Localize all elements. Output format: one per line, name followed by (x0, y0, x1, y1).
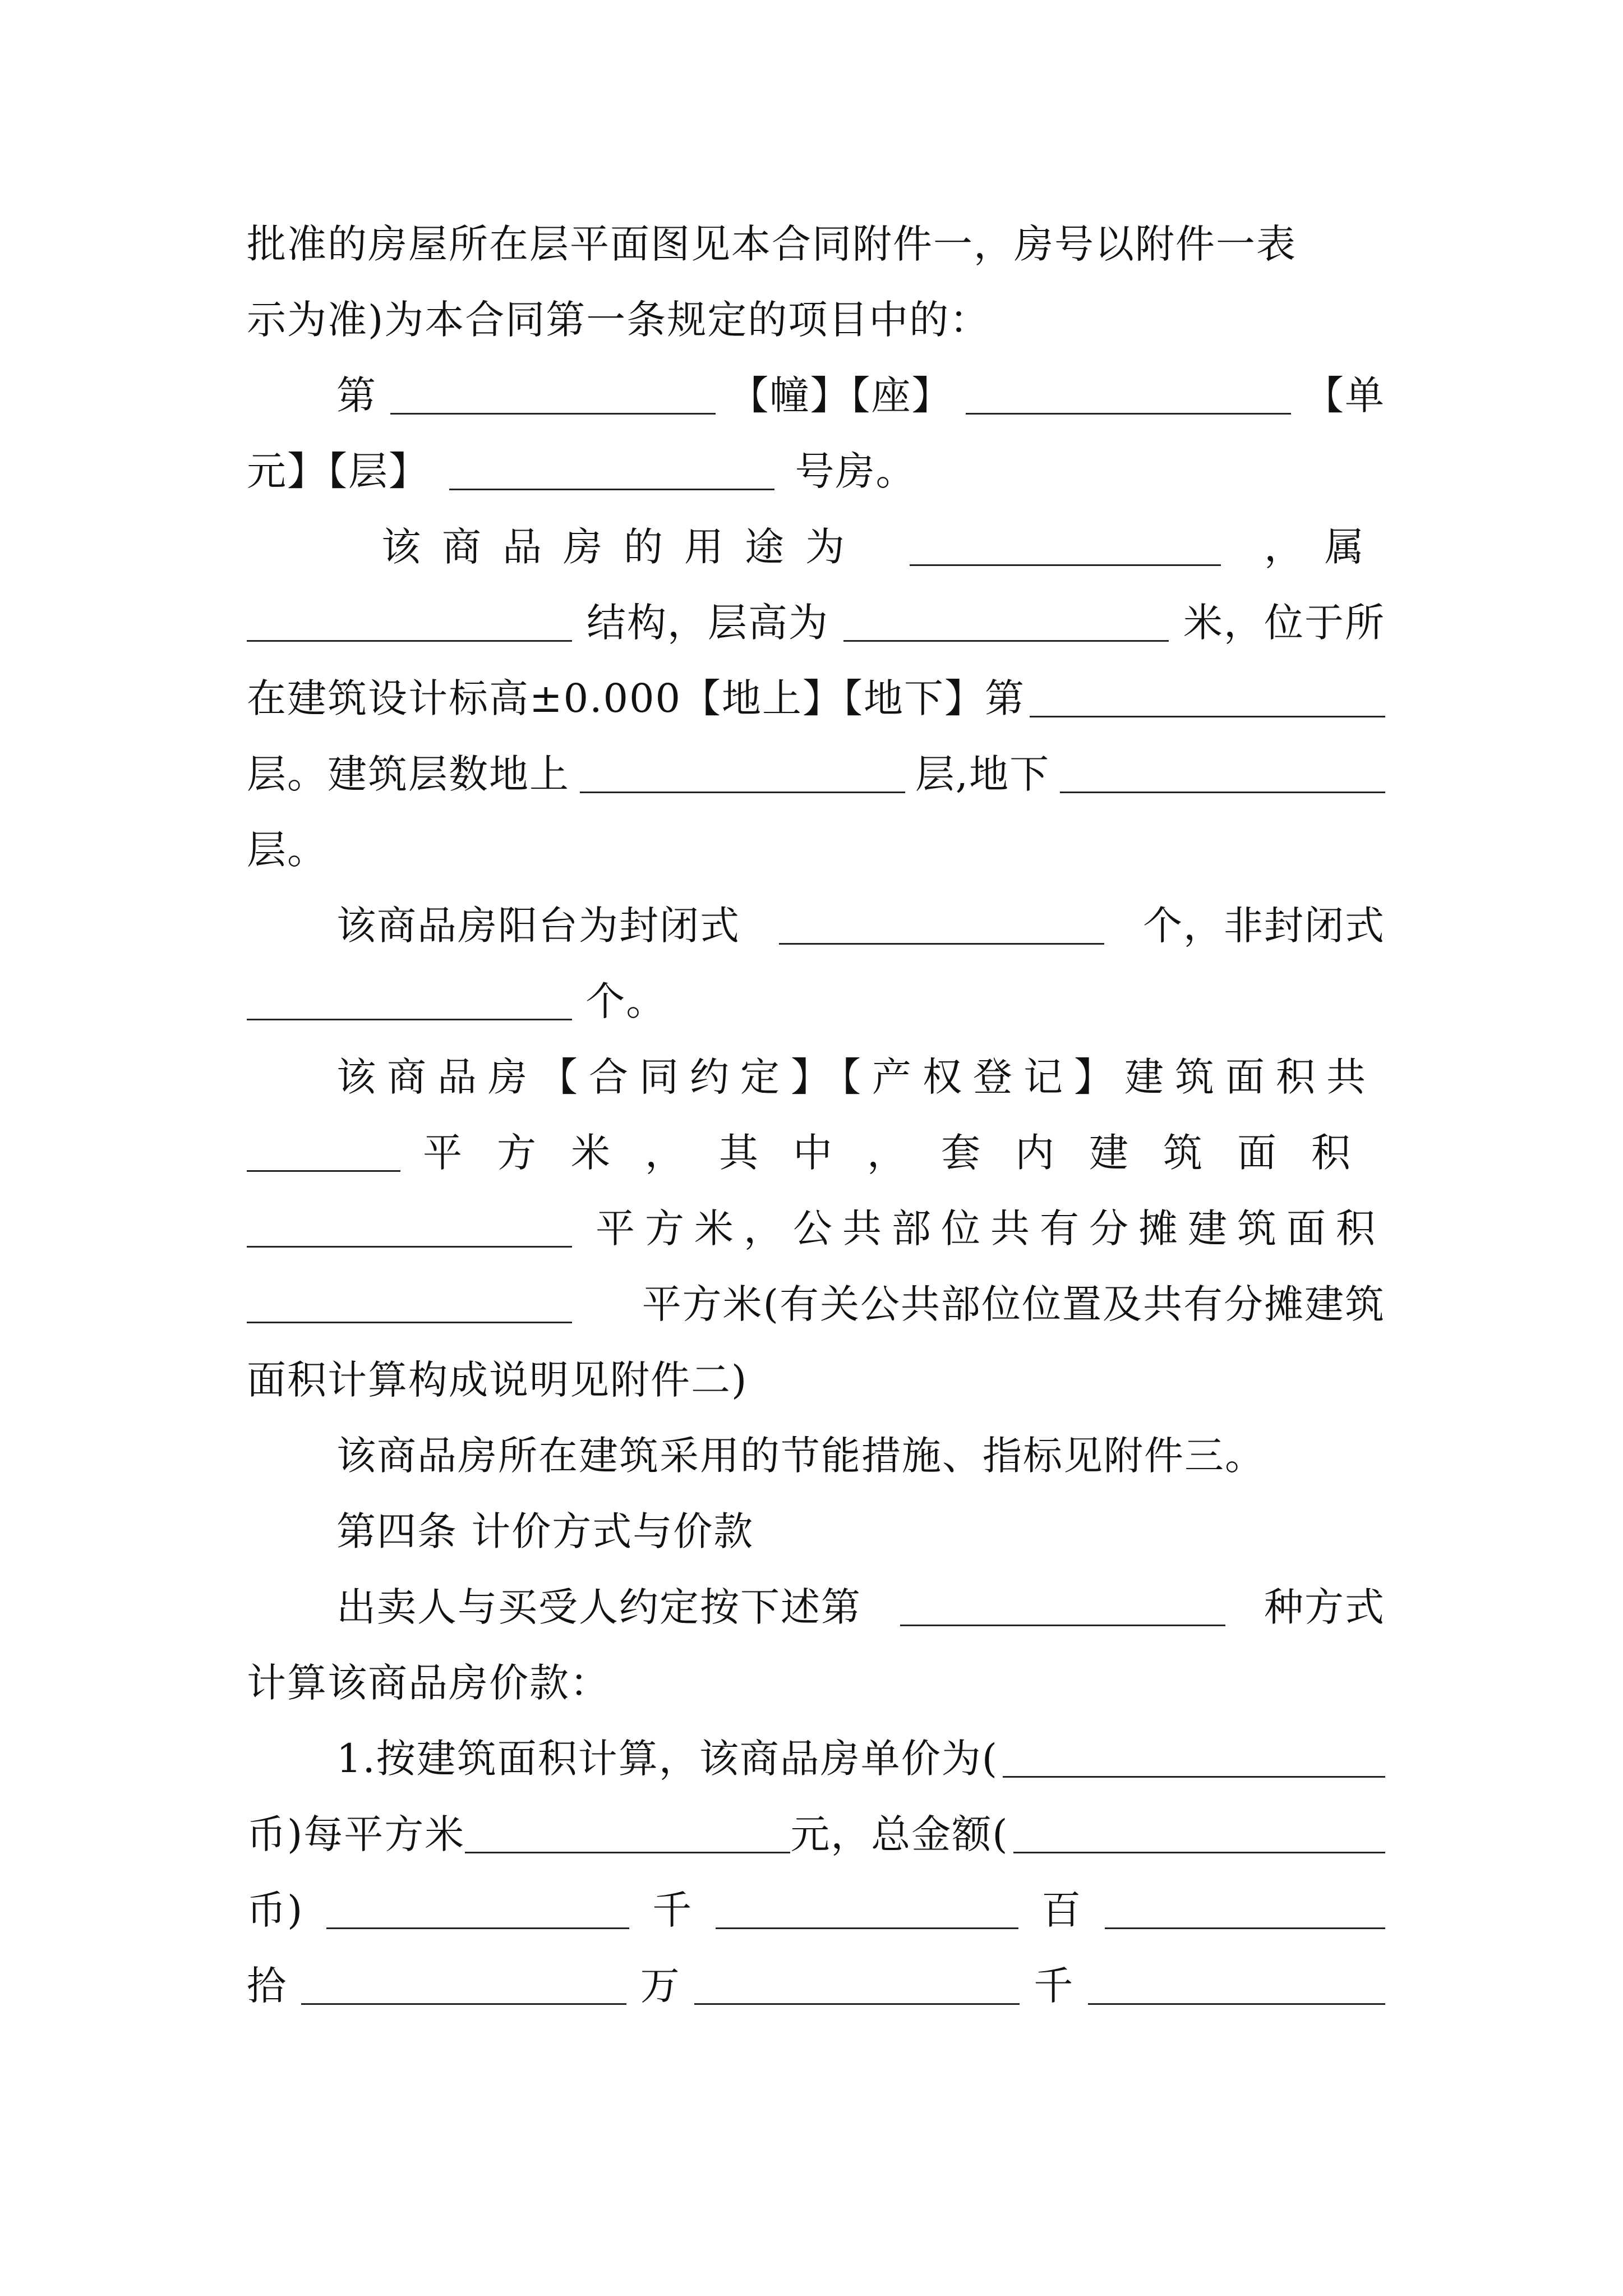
line-text: 计算该商品房价款： (247, 1660, 610, 1706)
paragraph-line (336, 1576, 1385, 1638)
fill-blank-structure[interactable] (247, 601, 572, 642)
fill-blank-amount-thousand-million[interactable] (326, 1888, 629, 1929)
section-heading (336, 1501, 1385, 1562)
line-text: 第 (336, 372, 377, 418)
fill-blank-total-currency[interactable] (1013, 1812, 1385, 1853)
paragraph-line (247, 668, 1385, 729)
fill-blank-closed-balcony[interactable] (779, 904, 1104, 945)
line-text: 种方式 (1264, 1584, 1385, 1630)
line-text: 层。 (247, 827, 328, 873)
fill-blank-amount-ten[interactable] (301, 1964, 626, 2005)
fill-blank-usage[interactable] (910, 525, 1221, 566)
fill-blank-currency[interactable] (1003, 1737, 1385, 1778)
fill-blank-unit[interactable] (966, 374, 1291, 415)
line-text: 结构，层高为 (587, 600, 829, 646)
paragraph-line (247, 592, 1385, 654)
line-text: 平方米，其中，套内建筑面积 (423, 1130, 1385, 1176)
line-text: 元，总金额( (790, 1811, 1009, 1857)
line-text: 示为准)为本合同第一条规定的项目中的： (247, 297, 990, 343)
paragraph-line (247, 1803, 1385, 1865)
line-text: 币)每平方米 (247, 1811, 465, 1857)
paragraph-line (247, 1122, 1385, 1184)
fill-blank-amount-thousand[interactable] (1088, 1964, 1385, 2005)
paragraph-line (247, 1349, 1385, 1411)
line-text: 【幢】【座】 (729, 372, 952, 418)
line-text: 该商品房的用途为 (381, 524, 866, 570)
paragraph-line (247, 213, 1385, 275)
fill-blank-amount-ten-million[interactable] (1105, 1888, 1385, 1929)
fill-blank-unit-price[interactable] (465, 1812, 790, 1853)
line-text: 【单 (1304, 372, 1385, 418)
fill-blank-amount-ten-thousand[interactable] (694, 1964, 1020, 2005)
paragraph-line (336, 1425, 1385, 1487)
line-text: 币) (247, 1887, 304, 1933)
line-text: 出卖人与买受人约定按下述第 (336, 1584, 861, 1630)
fill-blank-floors-below[interactable] (1060, 752, 1385, 793)
fill-blank-building[interactable] (390, 374, 716, 415)
fill-blank-room-number[interactable] (449, 449, 774, 490)
line-text: 平方米，公共部位共有分摊建筑面积 (596, 1205, 1385, 1251)
paragraph-line (247, 440, 1385, 502)
line-text: 面积计算构成说明见附件二) (247, 1357, 748, 1403)
line-text: 平方米(有关公共部位位置及共有分摊建筑 (642, 1281, 1385, 1327)
line-text: 批准的房屋所在层平面图见本合同附件一，房号以附件一表 (247, 221, 1297, 267)
line-text: ，属 (1264, 524, 1385, 570)
line-text: 该商品房【合同约定】【产权登记】建筑面积共 (336, 1054, 1377, 1100)
line-text: 层,地下 (915, 751, 1050, 797)
line-text: 百 (1041, 1887, 1082, 1933)
paragraph-line (336, 1728, 1385, 1789)
paragraph-line (336, 895, 1385, 956)
paragraph-line (247, 819, 1385, 881)
line-text: 元】【层】 (247, 448, 429, 494)
paragraph-line (247, 1198, 1385, 1259)
line-text: 在建筑设计标高±0.000【地上】【地下】第 (247, 675, 1026, 721)
line-text: 号房。 (795, 448, 916, 494)
fill-blank-pricing-method[interactable] (900, 1585, 1225, 1626)
line-text: 千 (652, 1887, 693, 1933)
line-text: 1.按建筑面积计算，该商品房单价为( (336, 1736, 999, 1782)
heading-text: 第四条 计价方式与价款 (336, 1508, 754, 1554)
paragraph-line (247, 1652, 1385, 1714)
line-text: 个。 (585, 978, 667, 1024)
fill-blank-floor-height[interactable] (843, 601, 1169, 642)
line-text: 万 (640, 1963, 681, 2009)
fill-blank-floors-above[interactable] (580, 752, 905, 793)
line-text: 该商品房所在建筑采用的节能措施、指标见附件三。 (336, 1433, 1265, 1479)
line-text: 拾 (247, 1963, 287, 2009)
fill-blank-amount-hundred-million[interactable] (716, 1888, 1018, 1929)
line-text: 个，非封闭式 (1143, 903, 1385, 949)
paragraph-line (247, 970, 1385, 1032)
fill-blank-shared-area[interactable] (247, 1282, 572, 1323)
paragraph-line (247, 289, 1385, 351)
fill-blank-open-balcony[interactable] (247, 979, 572, 1020)
paragraph-line (381, 516, 1385, 578)
fill-blank-inner-area[interactable] (247, 1207, 572, 1248)
fill-blank-total-area[interactable] (247, 1131, 400, 1172)
line-text: 该商品房阳台为封闭式 (336, 903, 740, 949)
paragraph-line (247, 1955, 1385, 2017)
line-text: 米，位于所 (1183, 600, 1385, 646)
fill-blank-floor-number[interactable] (1030, 677, 1385, 717)
line-text: 层。建筑层数地上 (247, 751, 570, 797)
paragraph-line (247, 743, 1385, 805)
paragraph-line (247, 1273, 1385, 1335)
line-text: 千 (1034, 1963, 1075, 2009)
paragraph-line (336, 1046, 1385, 1108)
paragraph-line (247, 1879, 1385, 1941)
paragraph-line (336, 365, 1385, 426)
